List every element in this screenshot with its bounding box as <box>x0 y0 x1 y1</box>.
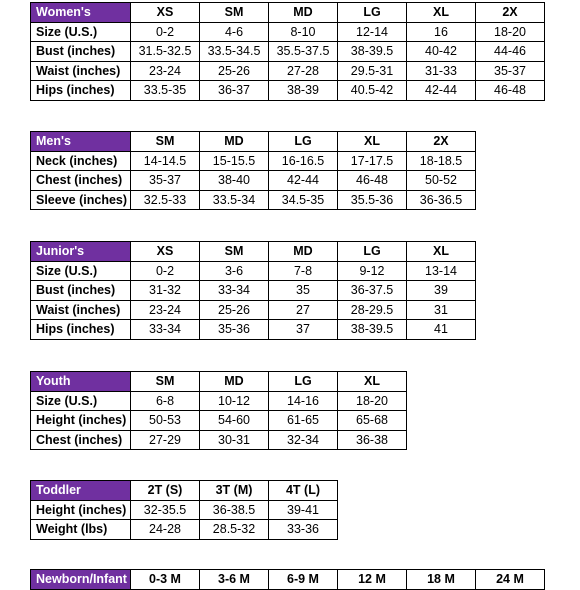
table-row <box>31 61 545 81</box>
table-cell: 23-24 <box>131 300 200 320</box>
table-cell: 54-60 <box>200 411 269 431</box>
table-header-row <box>31 132 476 152</box>
row-label: Size (U.S.) <box>31 22 131 42</box>
mens-size-table <box>30 131 476 210</box>
size-header: XL <box>407 3 476 23</box>
table-row <box>31 300 476 320</box>
table-cell: 28-29.5 <box>338 300 407 320</box>
size-header: LG <box>269 372 338 392</box>
table-cell: 33-34 <box>131 320 200 340</box>
table-header-row <box>31 481 338 501</box>
table-cell: 65-68 <box>338 411 407 431</box>
table-row <box>31 261 476 281</box>
table-cell: 27-29 <box>131 430 200 450</box>
table-cell: 35-37 <box>476 61 545 81</box>
table-header-row <box>31 3 545 23</box>
womens-size-table <box>30 2 545 101</box>
table-cell: 31.5-32.5 <box>131 42 200 62</box>
table-cell: 14-14.5 <box>131 151 200 171</box>
table-cell: 33.5-34 <box>200 190 269 210</box>
size-header: LG <box>338 242 407 262</box>
size-header: LG <box>338 3 407 23</box>
category-label: Junior's <box>31 242 131 262</box>
row-label: Height (inches) <box>31 411 131 431</box>
size-header: XS <box>131 3 200 23</box>
size-header: XL <box>338 372 407 392</box>
table-cell: 34.5-35 <box>269 190 338 210</box>
size-header: 18 M <box>407 570 476 590</box>
size-header: 24 M <box>476 570 545 590</box>
size-header: MD <box>200 372 269 392</box>
row-label: Sleeve (inches) <box>31 190 131 210</box>
table-cell: 36-36.5 <box>407 190 476 210</box>
row-label: Chest (inches) <box>31 430 131 450</box>
category-label: Women's <box>31 3 131 23</box>
table-cell: 35.5-36 <box>338 190 407 210</box>
table-cell: 33-34 <box>200 281 269 301</box>
table-row <box>31 320 476 340</box>
table-header-row <box>31 570 545 590</box>
table-cell: 35 <box>269 281 338 301</box>
juniors-size-table <box>30 241 476 340</box>
table-cell: 7-8 <box>269 261 338 281</box>
category-label: Toddler <box>31 481 131 501</box>
table-row <box>31 500 338 520</box>
row-label: Bust (inches) <box>31 42 131 62</box>
size-header: XL <box>407 242 476 262</box>
table-row <box>31 411 407 431</box>
table-row <box>31 391 407 411</box>
toddler-size-table <box>30 480 338 540</box>
table-row <box>31 42 545 62</box>
table-cell: 44-46 <box>476 42 545 62</box>
table-cell: 16-16.5 <box>269 151 338 171</box>
table-cell: 36-38.5 <box>200 500 269 520</box>
newborn-infant-size-table <box>30 569 545 590</box>
youth-size-table <box>30 371 407 450</box>
table-cell: 16 <box>407 22 476 42</box>
table-cell: 50-52 <box>407 171 476 191</box>
table-cell: 40.5-42 <box>338 81 407 101</box>
table-cell: 14-16 <box>269 391 338 411</box>
size-header: SM <box>200 3 269 23</box>
size-header: MD <box>269 3 338 23</box>
table-cell: 25-26 <box>200 300 269 320</box>
table-cell: 61-65 <box>269 411 338 431</box>
table-cell: 8-10 <box>269 22 338 42</box>
size-header: 12 M <box>338 570 407 590</box>
table-cell: 4-6 <box>200 22 269 42</box>
size-header: MD <box>200 132 269 152</box>
table-cell: 15-15.5 <box>200 151 269 171</box>
size-header: 3-6 M <box>200 570 269 590</box>
table-cell: 31-33 <box>407 61 476 81</box>
size-header: MD <box>269 242 338 262</box>
table-cell: 27-28 <box>269 61 338 81</box>
size-header: XS <box>131 242 200 262</box>
category-label: Newborn/Infant <box>31 570 131 590</box>
table-cell: 42-44 <box>269 171 338 191</box>
table-cell: 36-37.5 <box>338 281 407 301</box>
table-row <box>31 430 407 450</box>
table-cell: 24-28 <box>131 520 200 540</box>
table-cell: 31-32 <box>131 281 200 301</box>
table-cell: 31 <box>407 300 476 320</box>
table-cell: 41 <box>407 320 476 340</box>
table-cell: 35-36 <box>200 320 269 340</box>
size-header: 2X <box>407 132 476 152</box>
size-header: 6-9 M <box>269 570 338 590</box>
table-cell: 3-6 <box>200 261 269 281</box>
table-cell: 10-12 <box>200 391 269 411</box>
size-header: 3T (M) <box>200 481 269 501</box>
table-cell: 38-40 <box>200 171 269 191</box>
table-cell: 0-2 <box>131 261 200 281</box>
table-cell: 46-48 <box>476 81 545 101</box>
size-header: 0-3 M <box>131 570 200 590</box>
table-cell: 46-48 <box>338 171 407 191</box>
row-label: Hips (inches) <box>31 320 131 340</box>
size-header: LG <box>269 132 338 152</box>
table-cell: 40-42 <box>407 42 476 62</box>
table-cell: 28.5-32 <box>200 520 269 540</box>
table-cell: 37 <box>269 320 338 340</box>
row-label: Height (inches) <box>31 500 131 520</box>
table-cell: 18-18.5 <box>407 151 476 171</box>
table-cell: 50-53 <box>131 411 200 431</box>
size-header: 2T (S) <box>131 481 200 501</box>
row-label: Bust (inches) <box>31 281 131 301</box>
table-cell: 32.5-33 <box>131 190 200 210</box>
table-cell: 13-14 <box>407 261 476 281</box>
table-row <box>31 281 476 301</box>
table-cell: 25-26 <box>200 61 269 81</box>
table-cell: 36-37 <box>200 81 269 101</box>
row-label: Waist (inches) <box>31 61 131 81</box>
table-row <box>31 520 338 540</box>
table-cell: 23-24 <box>131 61 200 81</box>
category-label: Men's <box>31 132 131 152</box>
table-cell: 39 <box>407 281 476 301</box>
table-cell: 18-20 <box>476 22 545 42</box>
size-header: 4T (L) <box>269 481 338 501</box>
table-cell: 18-20 <box>338 391 407 411</box>
table-cell: 33-36 <box>269 520 338 540</box>
table-cell: 32-34 <box>269 430 338 450</box>
table-row <box>31 151 476 171</box>
table-cell: 38-39 <box>269 81 338 101</box>
size-header: SM <box>131 132 200 152</box>
table-cell: 32-35.5 <box>131 500 200 520</box>
table-header-row <box>31 372 407 392</box>
table-cell: 12-14 <box>338 22 407 42</box>
category-label: Youth <box>31 372 131 392</box>
table-row <box>31 190 476 210</box>
table-row <box>31 22 545 42</box>
table-row <box>31 81 545 101</box>
size-header: 2X <box>476 3 545 23</box>
table-header-row <box>31 242 476 262</box>
table-cell: 17-17.5 <box>338 151 407 171</box>
table-cell: 35-37 <box>131 171 200 191</box>
table-cell: 38-39.5 <box>338 320 407 340</box>
table-cell: 35.5-37.5 <box>269 42 338 62</box>
table-cell: 6-8 <box>131 391 200 411</box>
table-cell: 33.5-35 <box>131 81 200 101</box>
table-cell: 9-12 <box>338 261 407 281</box>
size-header: SM <box>131 372 200 392</box>
row-label: Waist (inches) <box>31 300 131 320</box>
size-header: XL <box>338 132 407 152</box>
row-label: Weight (lbs) <box>31 520 131 540</box>
table-cell: 33.5-34.5 <box>200 42 269 62</box>
row-label: Size (U.S.) <box>31 391 131 411</box>
table-cell: 38-39.5 <box>338 42 407 62</box>
row-label: Size (U.S.) <box>31 261 131 281</box>
table-cell: 29.5-31 <box>338 61 407 81</box>
table-cell: 30-31 <box>200 430 269 450</box>
table-cell: 39-41 <box>269 500 338 520</box>
table-cell: 0-2 <box>131 22 200 42</box>
table-row <box>31 171 476 191</box>
table-cell: 36-38 <box>338 430 407 450</box>
table-cell: 42-44 <box>407 81 476 101</box>
row-label: Chest (inches) <box>31 171 131 191</box>
row-label: Hips (inches) <box>31 81 131 101</box>
table-cell: 27 <box>269 300 338 320</box>
row-label: Neck (inches) <box>31 151 131 171</box>
size-header: SM <box>200 242 269 262</box>
